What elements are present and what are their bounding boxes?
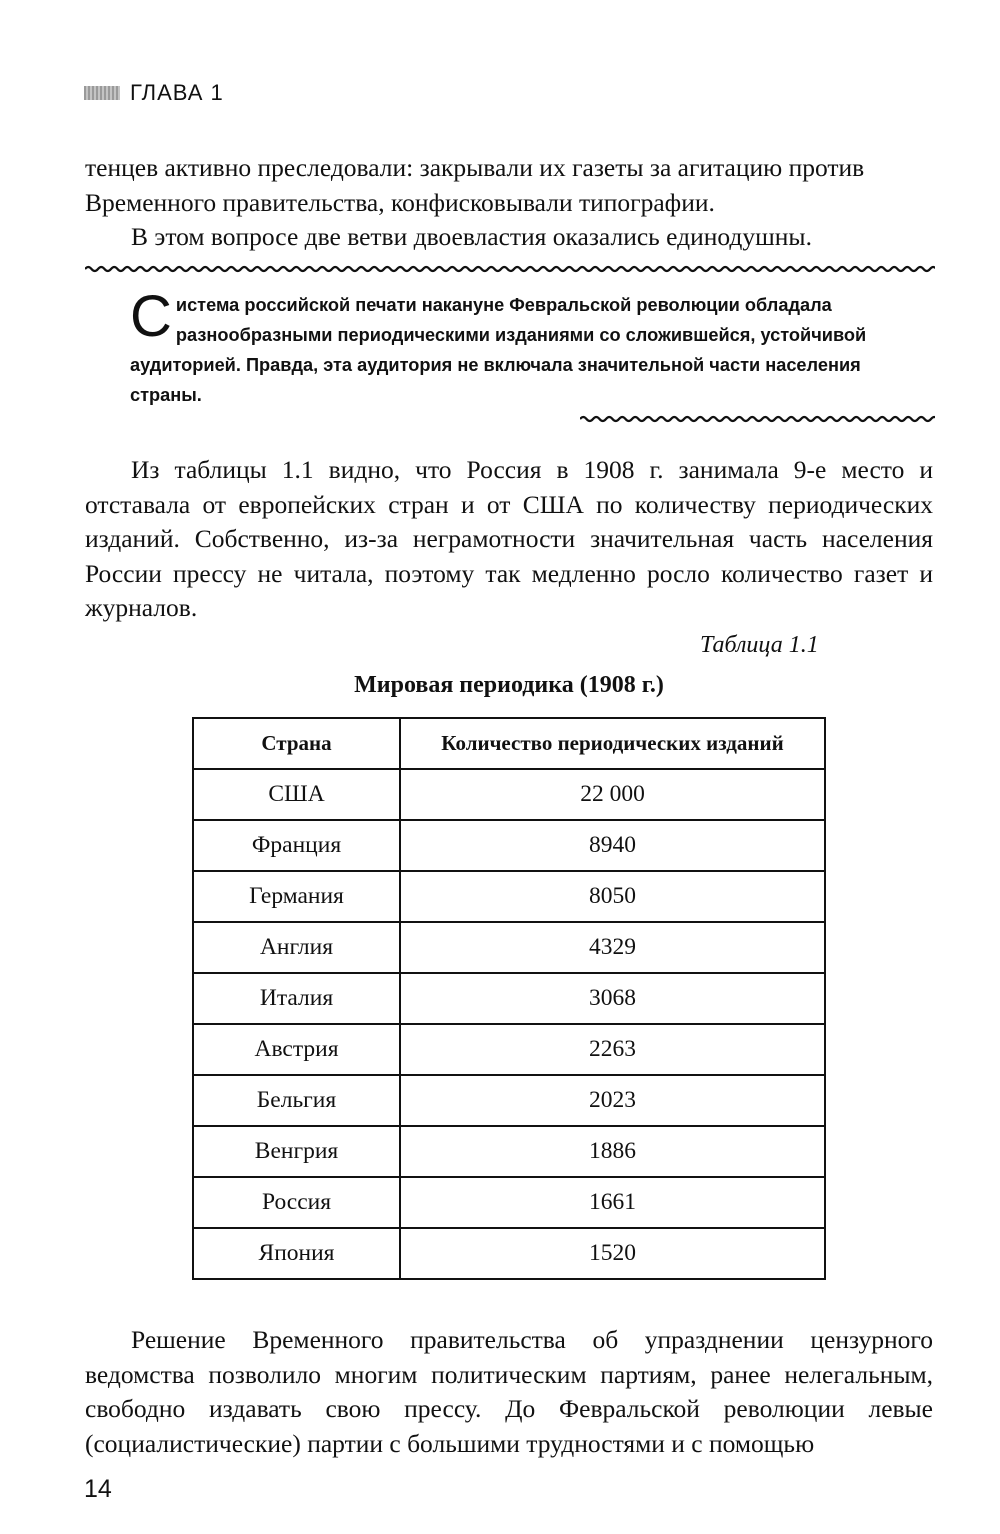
country-cell: США — [193, 769, 400, 820]
count-cell: 2263 — [400, 1024, 825, 1075]
running-head-bar — [84, 86, 120, 100]
count-cell: 1520 — [400, 1228, 825, 1279]
periodicals-table — [192, 717, 826, 1280]
paragraph-bottom: Решение Временного правительства об упразднении цензурного ведомства позволило многим политическим партиям, ранее нелегальным, свободно издавать свою прессу. До Февральской революции левые (социалистические) партии с большими трудностями и с помощью — [85, 1325, 933, 1458]
table-row — [193, 1024, 825, 1075]
country-cell: Япония — [193, 1228, 400, 1279]
running-head — [84, 80, 224, 106]
table-caption: Таблица 1.1 — [700, 632, 819, 658]
callout-body: истема российской печати накануне Февральской революции обладала разнообразными периодическими изданиями со сложившейся, устойчивой аудиторией. Правда, эта аудитория не включала значительной части населения страны. — [130, 295, 867, 405]
country-cell: Германия — [193, 871, 400, 922]
callout-top-wave — [85, 262, 935, 276]
country-cell: Италия — [193, 973, 400, 1024]
table-row — [193, 1075, 825, 1126]
table-row — [193, 871, 825, 922]
count-cell: 1886 — [400, 1126, 825, 1177]
header-count: Количество периодических изданий — [400, 718, 825, 769]
country-cell: Бельгия — [193, 1075, 400, 1126]
country-cell: Россия — [193, 1177, 400, 1228]
count-cell: 3068 — [400, 973, 825, 1024]
table-row — [193, 769, 825, 820]
callout-bottom-wave — [580, 412, 935, 426]
count-cell: 4329 — [400, 922, 825, 973]
table-header-row — [193, 718, 825, 769]
page-number: 14 — [84, 1475, 112, 1503]
table-row — [193, 1228, 825, 1279]
count-cell: 2023 — [400, 1075, 825, 1126]
paragraph-table-intro: Из таблицы 1.1 видно, что Россия в 1908 г. занимала 9-е место и отставала от европейских стран и от США по количеству периодических изданий. Собственно, из-за неграмотности значительная часть населения России прессу не читала, поэтому так медленно росло количество газет и журналов. — [85, 455, 933, 622]
paragraph-dual-power: В этом вопросе две ветви двоевластия оказались единодушны. — [131, 222, 812, 251]
country-cell: Австрия — [193, 1024, 400, 1075]
country-cell: Франция — [193, 820, 400, 871]
header-country: Страна — [193, 718, 400, 769]
callout-box — [85, 262, 935, 426]
count-cell: 1661 — [400, 1177, 825, 1228]
paragraph-top — [85, 151, 933, 220]
table-row — [193, 1177, 825, 1228]
table-row — [193, 1126, 825, 1177]
callout-text — [130, 284, 900, 410]
count-cell: 22 000 — [400, 769, 825, 820]
table-row — [193, 973, 825, 1024]
table-title: Мировая периодика (1908 г.) — [354, 672, 664, 698]
table-row — [193, 922, 825, 973]
country-cell: Англия — [193, 922, 400, 973]
count-cell: 8050 — [400, 871, 825, 922]
paragraph-top-line-1: тенцев активно преследовали: закрывали их газеты за агитацию против — [85, 153, 865, 182]
table-row — [193, 820, 825, 871]
count-cell: 8940 — [400, 820, 825, 871]
chapter-label: ГЛАВА 1 — [130, 80, 224, 105]
country-cell: Венгрия — [193, 1126, 400, 1177]
callout-dropcap: С — [130, 284, 172, 349]
paragraph-top-line-2: Временного правительства, конфисковывали типографии. — [85, 187, 715, 217]
